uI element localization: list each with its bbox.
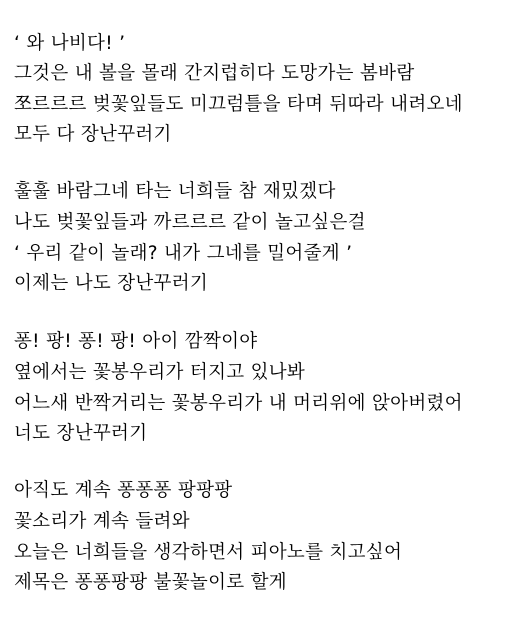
poem-line: 이제는 나도 장난꾸러기	[14, 273, 209, 294]
poem-line: ‘ 우리 같이 놀래? 내가 그네를 밀어줄게 ’	[14, 243, 353, 264]
poem-line: 퐁! 팡! 퐁! 팡! 아이 깜짝이야	[14, 331, 258, 352]
poem-line: 꽃소리가 계속 들려와	[14, 511, 190, 532]
poem-line: 훌훌 바람그네 타는 너희들 참 재밌겠다	[14, 181, 336, 202]
poem-line: 옆에서는 꽃봉우리가 터지고 있나봐	[14, 362, 306, 383]
poem-line: 아직도 계속 퐁퐁퐁 팡팡팡	[14, 480, 233, 501]
poem-line: 어느새 반짝거리는 꽃봉우리가 내 머리위에 앉아버렸어	[14, 393, 463, 414]
poem-line: ‘ 와 나비다! ’	[14, 33, 126, 54]
poem-line: 너도 장난꾸러기	[14, 423, 148, 444]
poem-line: 모두 다 장난꾸러기	[14, 124, 172, 145]
poem-line: 나도 벚꽃잎들과 까르르르 같이 놀고싶은걸	[14, 212, 366, 233]
poem-line: 오늘은 너희들을 생각하면서 피아노를 치고싶어	[14, 542, 403, 563]
poem-line: 쪼르르르 벚꽃잎들도 미끄럼틀을 타며 뒤따라 내려오네	[14, 94, 463, 115]
poem-line: 그것은 내 볼을 몰래 간지럽히다 도망가는 봄바람	[14, 63, 415, 84]
poem-line: 제목은 퐁퐁팡팡 불꽃놀이로 할게	[14, 572, 287, 593]
